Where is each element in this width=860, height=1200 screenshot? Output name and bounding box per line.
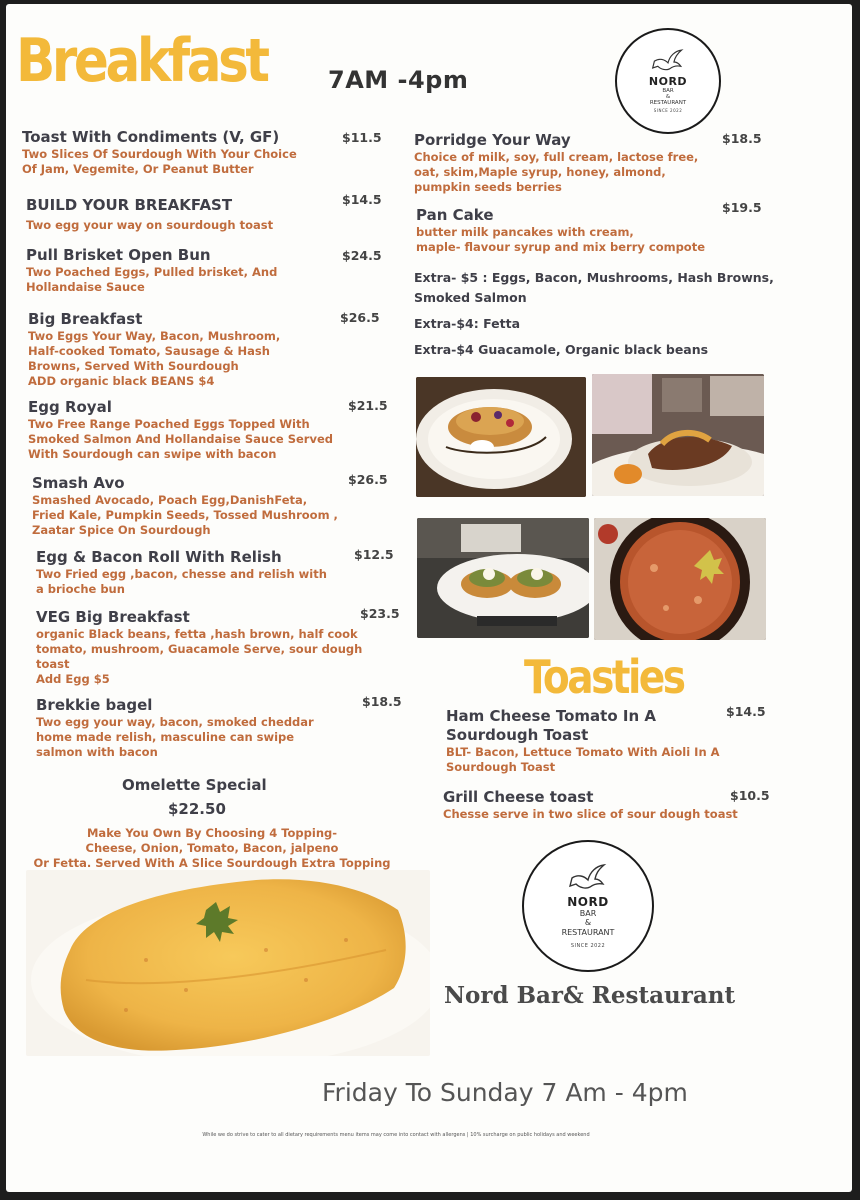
item-desc: oat, skim,Maple syrup, honey, almond, <box>414 165 666 179</box>
item-desc: Two egg your way, bacon, smoked cheddar <box>36 715 314 729</box>
extras-line: Extra-$4 Guacamole, Organic black beans <box>414 342 709 357</box>
item-desc: Two Eggs Your Way, Bacon, Mushroom, <box>28 329 281 343</box>
item-name: BUILD YOUR BREAKFAST <box>26 196 233 214</box>
food-photo-brisket <box>592 374 764 496</box>
item-desc: BLT- Bacon, Lettuce Tomato With Aioli In A <box>446 745 720 759</box>
item-name: Pan Cake <box>416 206 494 224</box>
item-desc: Sourdough Toast <box>446 760 556 774</box>
item-desc: toast <box>36 657 70 671</box>
item-desc: With Sourdough can swipe with bacon <box>28 447 277 461</box>
omelette-image <box>26 870 430 1056</box>
item-desc: maple- flavour syrup and mix berry compote <box>416 240 706 254</box>
item-price: $14.5 <box>342 192 382 207</box>
item-name: Sourdough Toast <box>446 726 589 744</box>
item-desc: Zaatar Spice On Sourdough <box>32 523 211 537</box>
item-price: $19.5 <box>722 200 762 215</box>
item-name: Pull Brisket Open Bun <box>26 246 211 264</box>
menu-item-big-breakfast <box>28 310 368 389</box>
brisket-image <box>592 374 764 496</box>
food-photo-pancakes <box>416 377 586 497</box>
opening-hours: 7AM -4pm <box>328 66 469 94</box>
omelette-price: $22.50 <box>168 800 226 818</box>
omelette-desc-line: Cheese, Onion, Tomato, Bacon, jalpeno <box>85 841 339 855</box>
item-name: Porridge Your Way <box>414 131 571 149</box>
item-desc: Smoked Salmon And Hollandaise Sauce Served <box>28 432 333 446</box>
item-desc: home made relish, masculine can swipe <box>36 730 295 744</box>
logo-name: NORD <box>567 895 609 910</box>
logo-since: SINCE 2022 <box>653 108 683 114</box>
item-price: $10.5 <box>730 788 770 803</box>
item-desc: Half-cooked Tomato, Sausage & Hash <box>28 344 270 358</box>
food-photo-smash-avo <box>417 518 589 638</box>
item-name: Egg & Bacon Roll With Relish <box>36 548 282 566</box>
item-desc: Hollandaise Sauce <box>26 280 145 294</box>
item-desc: Choice of milk, soy, full cream, lactose free, <box>414 150 699 164</box>
menu-page <box>6 4 852 1192</box>
item-desc: Two Poached Eggs, Pulled brisket, And <box>26 265 278 279</box>
logo-since: SINCE 2022 <box>570 942 606 949</box>
pancake-image <box>416 377 586 497</box>
omelette-description <box>20 826 404 871</box>
item-desc: salmon with bacon <box>36 745 158 759</box>
shakshuka-image <box>594 518 766 640</box>
omelette-photo <box>26 870 430 1056</box>
menu-item-veg-big-breakfast <box>36 608 386 687</box>
menu-item-build-breakfast <box>26 196 386 233</box>
menu-item-grill-cheese <box>443 788 753 822</box>
extras-line: Extra- $5 : Eggs, Bacon, Mushrooms, Hash Browns, <box>414 270 774 285</box>
logo-line: RESTAURANT <box>649 100 687 107</box>
item-desc: Fried Kale, Pumpkin Seeds, Tossed Mushroom , <box>32 508 338 522</box>
logo-line: & <box>665 93 671 100</box>
breakfast-title: Breakfast <box>16 26 267 96</box>
item-desc: a brioche bun <box>36 582 125 596</box>
item-price: $18.5 <box>362 694 402 709</box>
item-price: $26.5 <box>348 472 388 487</box>
omelette-desc-line: Make You Own By Choosing 4 Topping- <box>86 826 338 840</box>
item-name: Toast With Condiments (V, GF) <box>22 128 280 146</box>
avo-toast-image <box>417 518 589 638</box>
trading-days: Friday To Sunday 7 Am - 4pm <box>322 1078 688 1107</box>
item-name: Ham Cheese Tomato In A <box>446 707 656 725</box>
item-price: $11.5 <box>342 130 382 145</box>
item-name: Brekkie bagel <box>36 696 153 714</box>
item-price: $14.5 <box>726 704 766 719</box>
item-desc: Browns, Served With Sourdough <box>28 359 239 373</box>
omelette-title: Omelette Special <box>122 776 267 794</box>
item-desc: Add Egg $5 <box>36 672 110 686</box>
item-desc: tomato, mushroom, Guacamole Serve, sour dough <box>36 642 363 656</box>
item-desc: pumpkin seeds berries <box>414 180 562 194</box>
item-desc: Two Fried egg ,bacon, chesse and relish with <box>36 567 327 581</box>
bottom-logo <box>522 840 654 972</box>
extras-line: Extra-$4: Fetta <box>414 316 521 331</box>
item-price: $12.5 <box>354 547 394 562</box>
item-desc: Two Free Range Poached Eggs Topped With <box>28 417 310 431</box>
top-logo <box>615 28 721 134</box>
menu-item-brekkie-bagel <box>36 696 376 760</box>
food-photo-shakshuka <box>594 518 766 640</box>
logo-line: & <box>584 918 592 928</box>
item-price: $18.5 <box>722 131 762 146</box>
item-desc: Chesse serve in two slice of sour dough toast <box>443 807 738 821</box>
allergen-disclaimer: While we do strive to cater to all dietary requirements menu items may come into contact with allergens | 10% surcharge on public holidays and weekend <box>202 1132 590 1138</box>
bird-logo-icon <box>568 863 608 895</box>
menu-item-pancake <box>416 206 746 255</box>
item-price: $23.5 <box>360 606 400 621</box>
item-name: Smash Avo <box>32 474 125 492</box>
restaurant-name: Nord Bar& Restaurant <box>444 982 736 1009</box>
item-name: Egg Royal <box>28 398 112 416</box>
item-name: Grill Cheese toast <box>443 788 594 806</box>
item-desc: Of Jam, Vegemite, Or Peanut Butter <box>22 162 254 176</box>
item-desc: butter milk pancakes with cream, <box>416 225 634 239</box>
logo-name: NORD <box>648 74 688 88</box>
toasties-title: Toasties <box>524 650 684 704</box>
menu-item-egg-bacon-roll <box>36 548 376 597</box>
omelette-desc-line: Or Fetta. Served With A Slice Sourdough Extra Topping <box>33 856 391 870</box>
item-desc: Two Slices Of Sourdough With Your Choice <box>22 147 297 161</box>
item-desc: Two egg your way on sourdough toast <box>26 218 274 232</box>
item-desc: organic Black beans, fetta ,hash brown, half cook <box>36 627 358 641</box>
logo-line: BAR <box>662 87 674 94</box>
extras-line: Smoked Salmon <box>414 290 527 305</box>
item-price: $21.5 <box>348 398 388 413</box>
menu-item-egg-royal <box>28 398 378 462</box>
logo-line: BAR <box>579 909 597 919</box>
item-price: $26.5 <box>340 310 380 325</box>
menu-item-ham-cheese-tomato <box>446 707 746 775</box>
item-name: VEG Big Breakfast <box>36 608 190 626</box>
item-price: $24.5 <box>342 248 382 263</box>
item-desc: ADD organic black BEANS $4 <box>28 374 215 388</box>
menu-item-porridge <box>414 131 744 195</box>
menu-item-brisket-bun <box>26 246 386 295</box>
extras-list <box>414 268 774 360</box>
bird-logo-icon <box>651 49 685 75</box>
item-desc: Smashed Avocado, Poach Egg,DanishFeta, <box>32 493 308 507</box>
logo-line: RESTAURANT <box>561 927 615 937</box>
menu-item-smash-avo <box>32 474 382 538</box>
item-name: Big Breakfast <box>28 310 143 328</box>
